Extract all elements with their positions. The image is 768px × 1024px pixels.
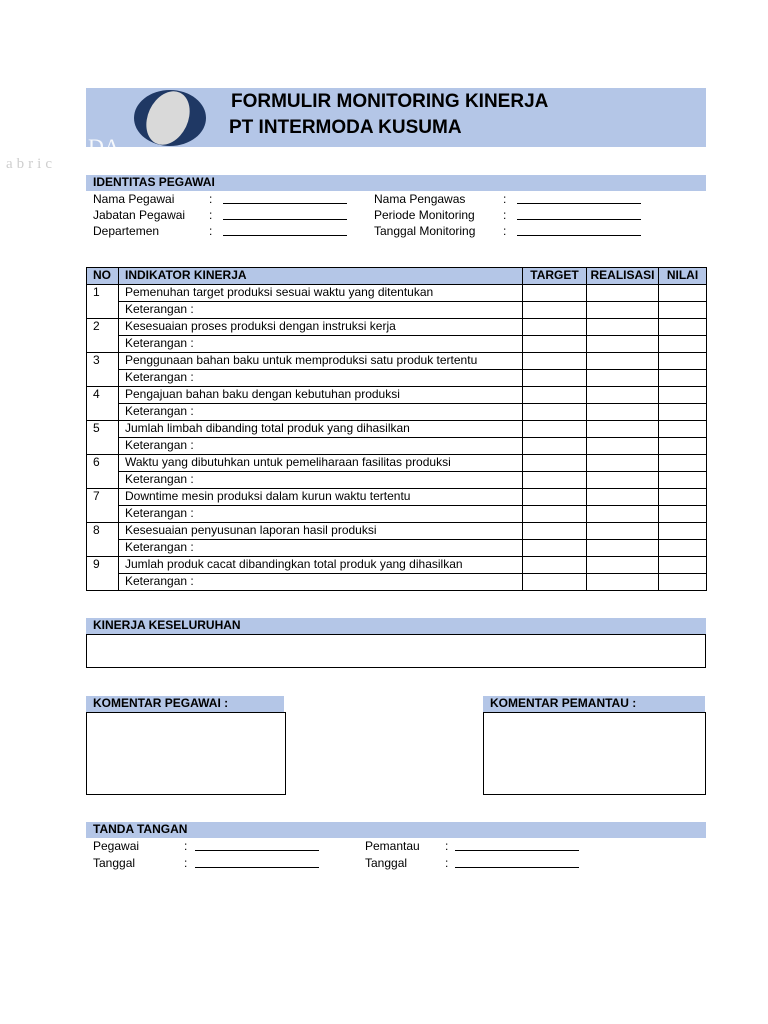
- keterangan-cell[interactable]: Keterangan :: [119, 574, 523, 591]
- nilai-cell[interactable]: [659, 421, 707, 438]
- row-number: 6: [87, 455, 119, 489]
- row-number: 4: [87, 387, 119, 421]
- colon: :: [503, 208, 507, 222]
- tanggal-monitoring-label: Tanggal Monitoring: [374, 224, 476, 238]
- keterangan-realisasi-cell[interactable]: [587, 370, 659, 387]
- table-row: [87, 285, 707, 302]
- indikator-cell: Pemenuhan target produksi sesuai waktu yang ditentukan: [119, 285, 523, 302]
- row-number: 1: [87, 285, 119, 319]
- keterangan-target-cell[interactable]: [523, 404, 587, 421]
- pegawai-sign-field[interactable]: [195, 850, 319, 851]
- tanggal-pemantau-label: Tanggal: [365, 856, 408, 870]
- row-number: 9: [87, 557, 119, 591]
- keterangan-cell[interactable]: Keterangan :: [119, 404, 523, 421]
- nama-pegawai-field[interactable]: [223, 203, 347, 204]
- kinerja-keseluruhan-box[interactable]: [86, 634, 706, 668]
- keterangan-row: [87, 336, 707, 353]
- keterangan-nilai-cell[interactable]: [659, 370, 707, 387]
- keterangan-realisasi-cell[interactable]: [587, 506, 659, 523]
- target-cell[interactable]: [523, 353, 587, 370]
- colon: :: [209, 224, 213, 238]
- colon: :: [184, 839, 188, 853]
- nama-pengawas-field[interactable]: [517, 203, 641, 204]
- target-cell[interactable]: [523, 319, 587, 336]
- colon: :: [445, 856, 449, 870]
- komentar-pemantau-header: KOMENTAR PEMANTAU :: [483, 696, 705, 712]
- nilai-cell[interactable]: [659, 557, 707, 574]
- table-header-row: [87, 268, 707, 285]
- colon: :: [445, 839, 449, 853]
- company-name: PT INTERMODA KUSUMA: [229, 117, 462, 138]
- logo-watermark-big: DA: [88, 134, 120, 159]
- keterangan-cell[interactable]: Keterangan :: [119, 302, 523, 319]
- nilai-cell[interactable]: [659, 523, 707, 540]
- row-number: 7: [87, 489, 119, 523]
- keterangan-cell[interactable]: Keterangan :: [119, 506, 523, 523]
- indikator-cell: Downtime mesin produksi dalam kurun waktu tertentu: [119, 489, 523, 506]
- komentar-pemantau-box[interactable]: [483, 712, 706, 795]
- indikator-cell: Penggunaan bahan baku untuk memproduksi satu produk tertentu: [119, 353, 523, 370]
- target-cell[interactable]: [523, 557, 587, 574]
- row-number: 5: [87, 421, 119, 455]
- komentar-pegawai-header: KOMENTAR PEGAWAI :: [86, 696, 284, 712]
- target-cell[interactable]: [523, 387, 587, 404]
- keterangan-realisasi-cell[interactable]: [587, 472, 659, 489]
- target-cell[interactable]: [523, 285, 587, 302]
- keterangan-target-cell[interactable]: [523, 336, 587, 353]
- row-number: 2: [87, 319, 119, 353]
- indikator-cell: Jumlah produk cacat dibandingkan total produk yang dihasilkan: [119, 557, 523, 574]
- keterangan-target-cell[interactable]: [523, 438, 587, 455]
- keterangan-target-cell[interactable]: [523, 302, 587, 319]
- keterangan-cell[interactable]: Keterangan :: [119, 370, 523, 387]
- keterangan-realisasi-cell[interactable]: [587, 302, 659, 319]
- indikator-cell: Waktu yang dibutuhkan untuk pemeliharaan fasilitas produksi: [119, 455, 523, 472]
- target-cell[interactable]: [523, 455, 587, 472]
- keterangan-row: [87, 574, 707, 591]
- table-row: [87, 421, 707, 438]
- keterangan-nilai-cell[interactable]: [659, 574, 707, 591]
- target-cell[interactable]: [523, 421, 587, 438]
- keterangan-cell[interactable]: Keterangan :: [119, 438, 523, 455]
- realisasi-cell[interactable]: [587, 421, 659, 438]
- keterangan-realisasi-cell[interactable]: [587, 336, 659, 353]
- keterangan-target-cell[interactable]: [523, 540, 587, 557]
- colon: :: [184, 856, 188, 870]
- col-header-target: TARGET: [523, 268, 587, 285]
- table-row: [87, 489, 707, 506]
- col-header-realisasi: REALISASI: [587, 268, 659, 285]
- target-cell[interactable]: [523, 523, 587, 540]
- colon: :: [209, 192, 213, 206]
- keterangan-target-cell[interactable]: [523, 370, 587, 387]
- departemen-label: Departemen: [93, 224, 160, 238]
- keterangan-nilai-cell[interactable]: [659, 336, 707, 353]
- tanggal-monitoring-field[interactable]: [517, 235, 641, 236]
- keterangan-target-cell[interactable]: [523, 472, 587, 489]
- nilai-cell[interactable]: [659, 353, 707, 370]
- keterangan-cell[interactable]: Keterangan :: [119, 540, 523, 557]
- nilai-cell[interactable]: [659, 489, 707, 506]
- table-row: [87, 319, 707, 336]
- kinerja-section-header: KINERJA KESELURUHAN: [86, 618, 706, 634]
- keterangan-realisasi-cell[interactable]: [587, 574, 659, 591]
- keterangan-realisasi-cell[interactable]: [587, 404, 659, 421]
- keterangan-row: [87, 438, 707, 455]
- keterangan-cell[interactable]: Keterangan :: [119, 336, 523, 353]
- colon: :: [209, 208, 213, 222]
- keterangan-realisasi-cell[interactable]: [587, 438, 659, 455]
- nilai-cell[interactable]: [659, 285, 707, 302]
- kpi-table-body: [87, 285, 707, 591]
- keterangan-realisasi-cell[interactable]: [587, 540, 659, 557]
- realisasi-cell[interactable]: [587, 489, 659, 506]
- keterangan-nilai-cell[interactable]: [659, 540, 707, 557]
- keterangan-row: [87, 472, 707, 489]
- form-title: FORMULIR MONITORING KINERJA: [231, 91, 549, 112]
- nama-pegawai-label: Nama Pegawai: [93, 192, 175, 206]
- periode-monitoring-field[interactable]: [517, 219, 641, 220]
- jabatan-pegawai-field[interactable]: [223, 219, 347, 220]
- keterangan-nilai-cell[interactable]: [659, 404, 707, 421]
- table-row: [87, 353, 707, 370]
- indikator-cell: Jumlah limbah dibanding total produk yang dihasilkan: [119, 421, 523, 438]
- col-header-indikator: INDIKATOR KINERJA: [119, 268, 523, 285]
- tanggal-pegawai-field[interactable]: [195, 867, 319, 868]
- keterangan-row: [87, 404, 707, 421]
- keterangan-target-cell[interactable]: [523, 574, 587, 591]
- realisasi-cell[interactable]: [587, 285, 659, 302]
- indikator-cell: Kesesuaian penyusunan laporan hasil produksi: [119, 523, 523, 540]
- realisasi-cell[interactable]: [587, 319, 659, 336]
- colon: :: [503, 192, 507, 206]
- nilai-cell[interactable]: [659, 455, 707, 472]
- nilai-cell[interactable]: [659, 319, 707, 336]
- jabatan-pegawai-label: Jabatan Pegawai: [93, 208, 186, 222]
- col-header-no: NO: [87, 268, 119, 285]
- realisasi-cell[interactable]: [587, 455, 659, 472]
- table-row: [87, 387, 707, 404]
- keterangan-row: [87, 540, 707, 557]
- periode-monitoring-label: Periode Monitoring: [374, 208, 475, 222]
- indikator-cell: Kesesuaian proses produksi dengan instruksi kerja: [119, 319, 523, 336]
- indikator-cell: Pengajuan bahan baku dengan kebutuhan produksi: [119, 387, 523, 404]
- tanggal-pemantau-field[interactable]: [455, 867, 579, 868]
- keterangan-row: [87, 370, 707, 387]
- realisasi-cell[interactable]: [587, 387, 659, 404]
- nilai-cell[interactable]: [659, 387, 707, 404]
- departemen-field[interactable]: [223, 235, 347, 236]
- keterangan-nilai-cell[interactable]: [659, 506, 707, 523]
- keterangan-nilai-cell[interactable]: [659, 302, 707, 319]
- keterangan-cell[interactable]: Keterangan :: [119, 472, 523, 489]
- keterangan-row: [87, 506, 707, 523]
- pemantau-sign-field[interactable]: [455, 850, 579, 851]
- pegawai-sign-label: Pegawai: [93, 839, 140, 853]
- target-cell[interactable]: [523, 489, 587, 506]
- nama-pengawas-label: Nama Pengawas: [374, 192, 466, 206]
- table-row: [87, 523, 707, 540]
- colon: :: [503, 224, 507, 238]
- kpi-table: [86, 267, 707, 591]
- realisasi-cell[interactable]: [587, 557, 659, 574]
- identitas-section-header: IDENTITAS PEGAWAI: [86, 175, 706, 191]
- tanda-tangan-section-header: TANDA TANGAN: [86, 822, 706, 838]
- komentar-pegawai-box[interactable]: [86, 712, 286, 795]
- keterangan-row: [87, 302, 707, 319]
- realisasi-cell[interactable]: [587, 523, 659, 540]
- pemantau-sign-label: Pemantau: [365, 839, 420, 853]
- col-header-nilai: NILAI: [659, 268, 707, 285]
- keterangan-nilai-cell[interactable]: [659, 438, 707, 455]
- table-row: [87, 557, 707, 574]
- keterangan-nilai-cell[interactable]: [659, 472, 707, 489]
- logo-watermark-small: abric: [6, 156, 56, 172]
- keterangan-target-cell[interactable]: [523, 506, 587, 523]
- row-number: 8: [87, 523, 119, 557]
- row-number: 3: [87, 353, 119, 387]
- realisasi-cell[interactable]: [587, 353, 659, 370]
- table-row: [87, 455, 707, 472]
- tanggal-pegawai-label: Tanggal: [93, 856, 136, 870]
